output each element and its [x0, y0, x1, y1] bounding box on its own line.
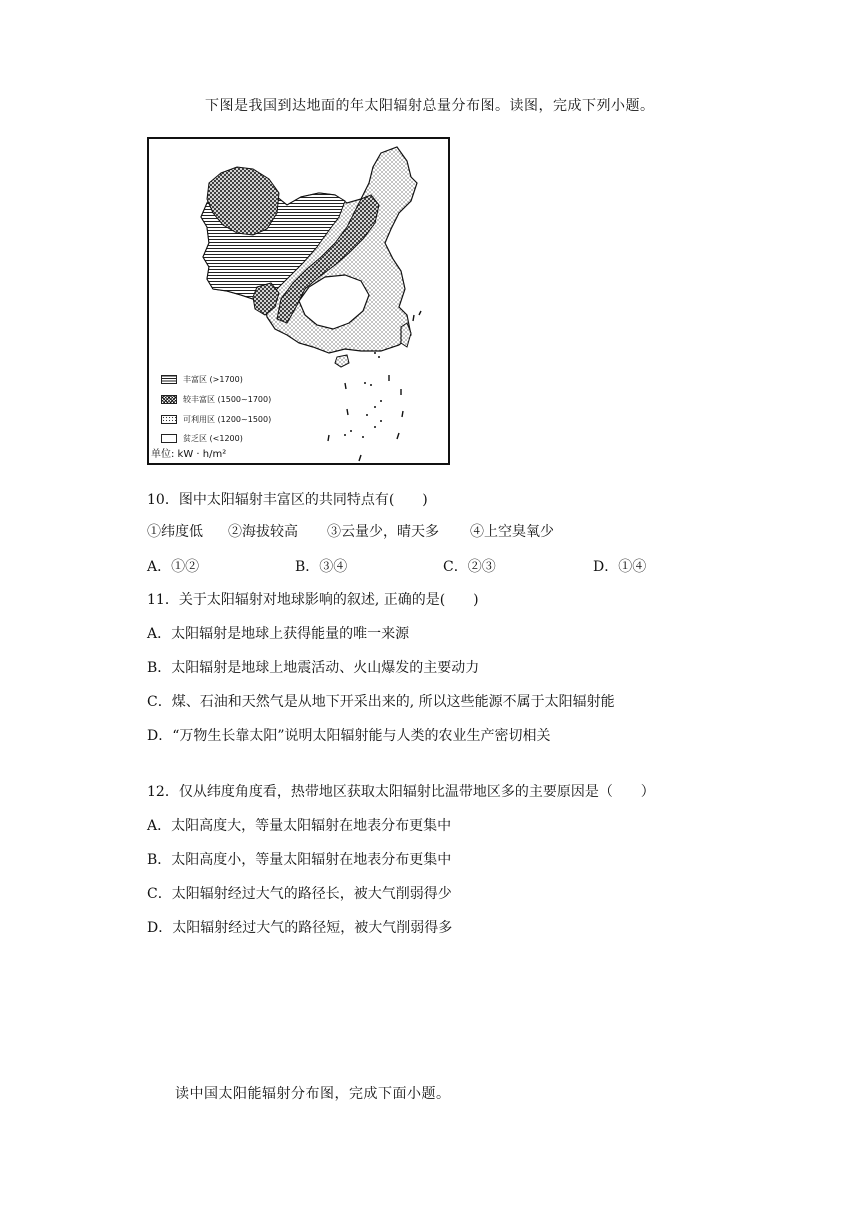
- q11-option-d[interactable]: D．“万物生长靠太阳”说明太阳辐射能与人类的农业生产密切相关: [147, 728, 551, 744]
- q11-stem: 11．关于太阳辐射对地球影响的叙述, 正确的是( ): [147, 592, 479, 608]
- legend-swatch-dots: [161, 415, 177, 424]
- legend-swatch-hlines: [161, 375, 177, 384]
- legend-swatch-blank: [161, 434, 177, 443]
- intro-text-2: 读中国太阳能辐射分布图，完成下面小题。: [175, 1086, 451, 1102]
- q12-option-c[interactable]: C．太阳辐射经过大气的路径长，被大气削弱得少: [147, 886, 452, 902]
- q10-option-c[interactable]: C．②③: [443, 559, 496, 575]
- q12-option-b[interactable]: B．太阳高度小，等量太阳辐射在地表分布更集中: [147, 852, 452, 868]
- q10-option-d[interactable]: D．①④: [593, 559, 647, 575]
- q12-option-d[interactable]: D．太阳辐射经过大气的路径短，被大气削弱得多: [147, 920, 453, 936]
- solar-radiation-map: 丰富区 (>1700) 较丰富区 (1500~1700) 可利用区 (1200~1500) 贫乏区 (<1200) 单位: kW · h/m²: [147, 137, 450, 465]
- q11-option-b[interactable]: B．太阳辐射是地球上地震活动、火山爆发的主要动力: [147, 660, 480, 676]
- q12-stem: 12．仅从纬度角度看，热带地区获取太阳辐射比温带地区多的主要原因是（ ）: [147, 784, 655, 800]
- q10-item-3: ③云量少，晴天多: [327, 524, 439, 540]
- q11-option-c[interactable]: C．煤、石油和天然气是从地下开采出来的, 所以这些能源不属于太阳辐射能: [147, 694, 615, 710]
- q10-item-2: ②海拔较高: [228, 524, 298, 540]
- q12-option-a[interactable]: A．太阳高度大，等量太阳辐射在地表分布更集中: [147, 818, 452, 834]
- q10-item-4: ④上空臭氧少: [470, 524, 554, 540]
- q10-item-1: ①纬度低: [147, 524, 203, 540]
- hainan-island: [335, 355, 349, 367]
- south-china-sea-islands: [344, 352, 382, 438]
- q10-option-b[interactable]: B．③④: [295, 559, 348, 575]
- legend-swatch-crosshatch: [161, 395, 177, 404]
- q11-option-a[interactable]: A．太阳辐射是地球上获得能量的唯一来源: [147, 626, 410, 642]
- q10-stem: 10．图中太阳辐射丰富区的共同特点有( ): [147, 492, 428, 508]
- q10-option-a[interactable]: A．①②: [147, 559, 200, 575]
- intro-text-1: 下图是我国到达地面的年太阳辐射总量分布图。读图，完成下列小题。: [205, 98, 655, 114]
- map-unit-label: 单位: kW · h/m²: [151, 449, 227, 460]
